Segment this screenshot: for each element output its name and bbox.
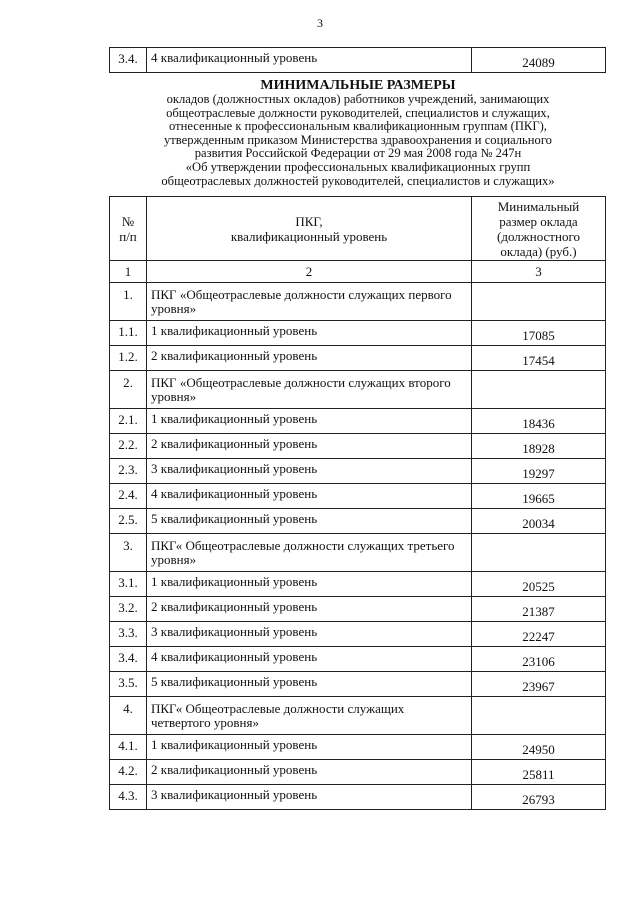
row-value: 24089: [472, 48, 606, 73]
row-name: 1 квалификационный уровень: [147, 321, 472, 346]
table-row: [110, 48, 606, 73]
row-name: 2 квалификационный уровень: [147, 597, 472, 622]
title-line: «Об утверждении профессиональных квалификационных групп: [185, 159, 531, 174]
row-name: ПКГ «Общеотраслевые должности служащих второго уровня»: [147, 371, 472, 409]
row-number: 3.5.: [110, 672, 147, 697]
row-name: 3 квалификационный уровень: [147, 459, 472, 484]
row-value: 21387: [472, 597, 606, 622]
title-line: общеотраслевые должности руководителей, специалистов и служащих,: [166, 105, 550, 120]
row-number: 3.: [110, 534, 147, 572]
row-value: 25811: [472, 760, 606, 785]
document-title: [115, 78, 601, 188]
header-number-line: №: [121, 213, 135, 229]
row-number: 2.2.: [110, 434, 147, 459]
row-value: 19665: [472, 484, 606, 509]
row-name: 1 квалификационный уровень: [147, 735, 472, 760]
row-value: 24950: [472, 735, 606, 760]
table-header-row: [110, 197, 606, 261]
row-number: 4.: [110, 697, 147, 735]
column-index-row: [110, 261, 606, 283]
row-number: 4.2.: [110, 760, 147, 785]
row-number: 1.1.: [110, 321, 147, 346]
row-value: 23967: [472, 672, 606, 697]
salary-table: [109, 196, 606, 810]
table-row: [110, 622, 606, 647]
table-row: [110, 459, 606, 484]
row-value: [472, 371, 606, 409]
row-name: ПКГ «Общеотраслевые должности служащих первого уровня»: [147, 283, 472, 321]
title-heading: МИНИМАЛЬНЫЕ РАЗМЕРЫ: [260, 78, 456, 93]
header-number-line: п/п: [119, 228, 137, 244]
title-line: отнесенные к профессиональным квалификационным группам (ПКГ),: [169, 119, 547, 134]
row-number: 2.: [110, 371, 147, 409]
row-name: 1 квалификационный уровень: [147, 572, 472, 597]
row-value: 17085: [472, 321, 606, 346]
title-line: развития Российской Федерации от 29 мая 2008 года № 247н: [194, 146, 522, 161]
row-name: 5 квалификационный уровень: [147, 509, 472, 534]
row-value: 20034: [472, 509, 606, 534]
header-value-line: оклада) (руб.): [500, 243, 577, 259]
row-number: 3.1.: [110, 572, 147, 597]
table-row: [110, 321, 606, 346]
row-name: 1 квалификационный уровень: [147, 409, 472, 434]
row-value: 22247: [472, 622, 606, 647]
row-value: 18928: [472, 434, 606, 459]
row-name: 2 квалификационный уровень: [147, 434, 472, 459]
group-row: [110, 697, 606, 735]
table-row: [110, 346, 606, 371]
row-number: 3.2.: [110, 597, 147, 622]
title-line: утвержденным приказом Министерства здравоохранения и социального: [164, 132, 552, 147]
row-number: 2.4.: [110, 484, 147, 509]
row-value: 19297: [472, 459, 606, 484]
table-row: [110, 597, 606, 622]
page-number: 3: [317, 16, 323, 30]
row-name: 4 квалификационный уровень: [147, 647, 472, 672]
row-name: 3 квалификационный уровень: [147, 622, 472, 647]
header-name-line: ПКГ,: [295, 213, 323, 229]
header-name-line: квалификационный уровень: [230, 228, 388, 244]
column-index: 1: [110, 261, 147, 283]
row-name: 4 квалификационный уровень: [147, 48, 472, 73]
row-name: 2 квалификационный уровень: [147, 346, 472, 371]
group-row: [110, 283, 606, 321]
header-number: [110, 197, 147, 261]
row-name: ПКГ« Общеотраслевые должности служащих четвертого уровня»: [147, 697, 472, 735]
table-row: [110, 735, 606, 760]
table-row: [110, 647, 606, 672]
row-name: 2 квалификационный уровень: [147, 760, 472, 785]
title-line: общеотраслевых должностей руководителей, специалистов и служащих»: [161, 173, 555, 188]
row-number: 2.1.: [110, 409, 147, 434]
row-value: [472, 697, 606, 735]
group-row: [110, 534, 606, 572]
group-row: [110, 371, 606, 409]
table-row: [110, 484, 606, 509]
row-name: 4 квалификационный уровень: [147, 484, 472, 509]
row-value: 17454: [472, 346, 606, 371]
row-value: 26793: [472, 785, 606, 810]
table-row: [110, 409, 606, 434]
row-name: 3 квалификационный уровень: [147, 785, 472, 810]
row-value: [472, 283, 606, 321]
header-value-line: размер оклада: [499, 213, 578, 229]
row-value: [472, 534, 606, 572]
row-number: 3.3.: [110, 622, 147, 647]
column-index: 2: [147, 261, 472, 283]
header-name: [147, 197, 472, 261]
table-row: [110, 785, 606, 810]
row-number: 2.3.: [110, 459, 147, 484]
row-number: 4.3.: [110, 785, 147, 810]
table-row: [110, 760, 606, 785]
row-name: 5 квалификационный уровень: [147, 672, 472, 697]
row-number: 4.1.: [110, 735, 147, 760]
table-row: [110, 509, 606, 534]
row-value: 23106: [472, 647, 606, 672]
row-number: 2.5.: [110, 509, 147, 534]
continuation-table: [109, 47, 606, 73]
row-value: 18436: [472, 409, 606, 434]
table-row: [110, 572, 606, 597]
row-name: ПКГ« Общеотраслевые должности служащих третьего уровня»: [147, 534, 472, 572]
column-index: 3: [472, 261, 606, 283]
table-row: [110, 672, 606, 697]
header-value: [472, 197, 606, 261]
row-number: 1.2.: [110, 346, 147, 371]
row-value: 20525: [472, 572, 606, 597]
table-row: [110, 434, 606, 459]
header-value-line: Минимальный: [497, 198, 580, 214]
row-number: 3.4.: [110, 48, 147, 73]
title-line: окладов (должностных окладов) работников учреждений, занимающих: [166, 92, 550, 106]
header-value-line: (должностного: [497, 228, 580, 244]
row-number: 1.: [110, 283, 147, 321]
row-number: 3.4.: [110, 647, 147, 672]
